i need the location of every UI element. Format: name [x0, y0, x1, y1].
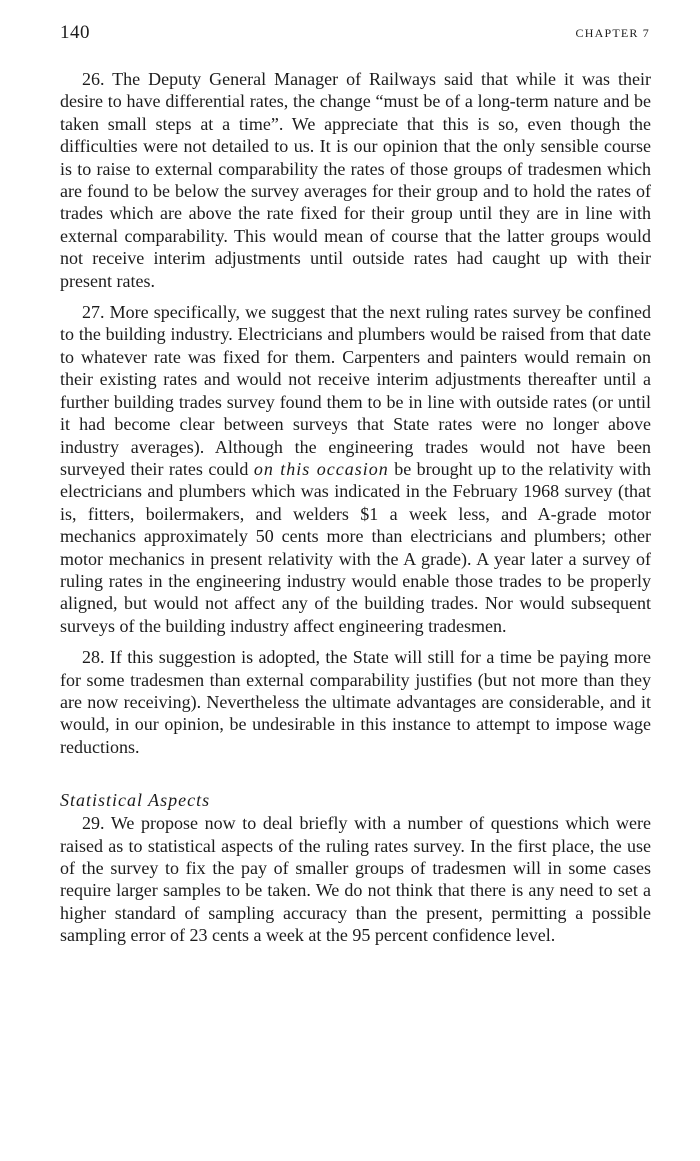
paragraph-26: 26. The Deputy General Manager of Railways said that while it was their desire to have differential rates, the change “must be of a long-term nature and be taken small steps at a time”. We appreciate that this is so, even though the difficulties were not detailed to us. It is our opinion that the only sensible course is to raise to external comparability the rates of those groups of tradesmen which are found to be below the survey averages for their group and to hold the rates of trades which are above the rate fixed for their group until they are in line with external comparability. This would mean of course that the latter groups would not receive interim adjustments until outside rates had caught up with their present rates. — [60, 69, 651, 291]
paragraph-29: 29. We propose now to deal briefly with a number of questions which were raised as to statistical aspects of the ruling rates survey. In the first place, the use of the survey to fix the pay of smaller groups of tradesmen will in some cases require larger samples to be taken. We do not think that there is any need to set a higher standard of sampling accuracy than the present, permitting a possible sampling error of 23 cents a week at the 95 percent confidence level. — [60, 813, 651, 946]
paragraph-27 — [60, 301, 651, 637]
section-heading: Statistical Aspects — [60, 790, 211, 811]
paragraph-27-italic-phrase: on this occasion — [253, 458, 389, 479]
paragraph-27-text-before: 27. More specifically, we suggest that the next ruling rates survey be confined to the building industry. Electricians and plumbers would be raised from that date to whatever rate was fixed for them. Carpenters and painters would remain on their existing rates and would not receive interim adjustments thereafter until a further building trades survey found them to be in line with outside rates (or until it had become clear between surveys that State rates were no longer above industry averages). Although the engineering trades would not have been surveyed their rates could — [60, 302, 651, 479]
body-text — [60, 68, 651, 956]
paragraph-27-text-after: be brought up to the relativity with electricians and plumbers which was indicated in the February 1968 survey (that is, fitters, boilermakers, and welders $1 a week less, and A-grade motor mechanics approximately 50 cents more than electricians and plumbers; other motor mechanics in present relativity with the A grade). A year later a survey of ruling rates in the engineering industry would enable those trades to be properly aligned, but would not affect any of the building trades. Nor would subsequent surveys of the building industry affect engineering tradesmen. — [60, 458, 651, 636]
paragraph-28: 28. If this suggestion is adopted, the State will still for a time be paying more for some tradesmen than external comparability justifies (but not more than they are now receiving). Nevertheless the ultimate advantages are considerable, and it would, in our opinion, be undesirable in this instance to attempt to impose wage reductions. — [60, 647, 651, 757]
page-number: 140 — [60, 22, 90, 43]
page-header — [60, 22, 650, 48]
chapter-label: CHAPTER 7 — [575, 26, 650, 40]
